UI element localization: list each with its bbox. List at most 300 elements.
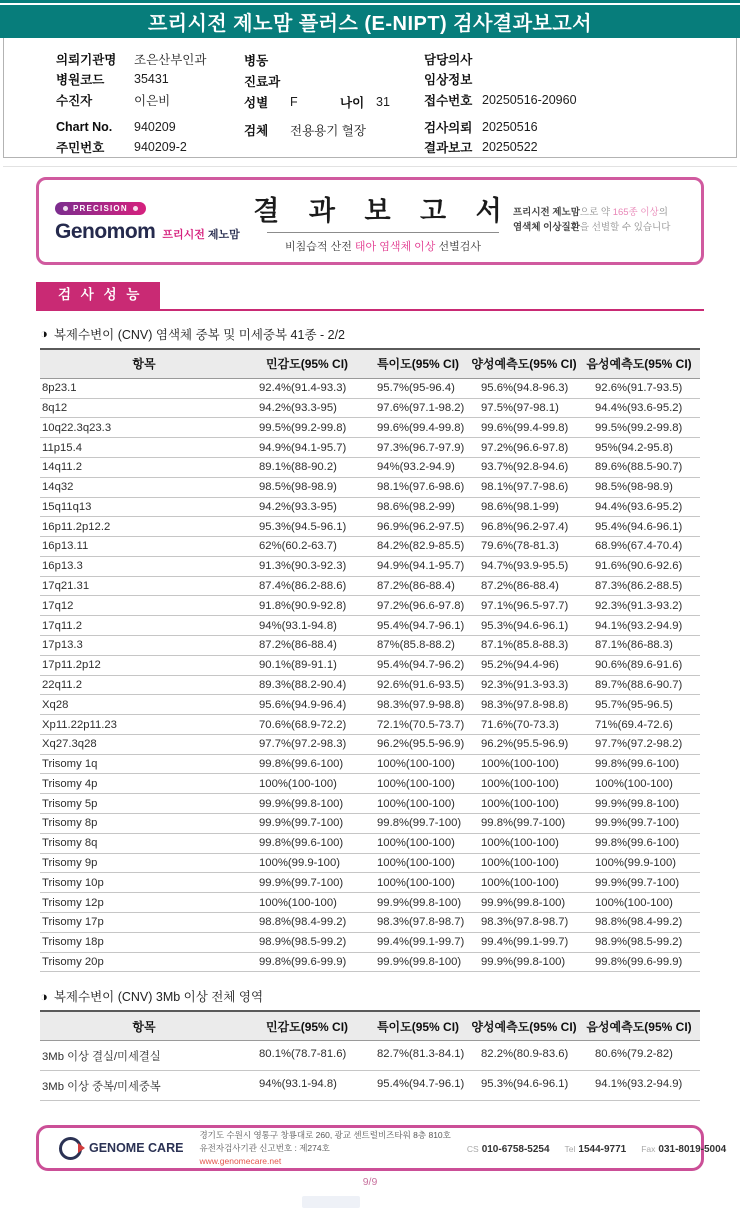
banner-promo-text: [513, 206, 685, 235]
row-value: 72.1%(70.5-73.7): [377, 718, 465, 731]
row-value: 100%(100-100): [595, 777, 673, 790]
row-item-label: 11p15.4: [42, 441, 82, 454]
row-value: 100%(100-100): [377, 758, 455, 771]
row-item-label: 16p13.11: [42, 540, 89, 553]
column-header: 음성예측도(95% CI): [586, 357, 692, 372]
row-item-label: Trisomy 12p: [42, 896, 104, 909]
tel-number: 1544-9771: [578, 1144, 627, 1156]
row-value: 100%(100-100): [481, 837, 559, 850]
row-value: 92.3%(91.3-93.2): [595, 599, 683, 612]
row-value: 92.4%(91.4-93.3): [259, 382, 347, 395]
subheading-suffix: 선별검사: [435, 240, 481, 253]
row-value: 99.9%(99.7-100): [259, 817, 344, 830]
brand-sub-pink: 프리시전: [162, 229, 205, 241]
field-value: 조은산부인과: [134, 53, 207, 68]
row-item-label: Trisomy 8p: [42, 817, 98, 830]
row-value: 70.6%(68.9-72.2): [259, 718, 347, 731]
row-value: 97.7%(97.2-98.2): [595, 738, 683, 751]
badge-label: PRECISION: [73, 204, 128, 213]
row-value: 89.3%(88.2-90.4): [259, 678, 347, 691]
patient-info-panel: [3, 38, 737, 158]
column-header: 민감도(95% CI): [265, 357, 349, 372]
row-value: 99.9%(99.7-100): [595, 876, 680, 889]
field-label: 성별: [244, 95, 269, 110]
promo-text: 으로 약: [579, 207, 613, 219]
row-value: 98.8%(98.4-99.2): [259, 916, 347, 929]
row-value: 92.6%(91.7-93.5): [595, 382, 683, 395]
row-value: 95.6%(94.8-96.3): [481, 382, 569, 395]
row-value: 100%(100-100): [481, 797, 559, 810]
subsection-cnv-41: [40, 325, 700, 343]
field-label: 의뢰기관명: [56, 53, 117, 68]
row-value: 90.6%(89.6-91.6): [595, 659, 683, 672]
row-value: 87.2%(86-88.4): [481, 580, 559, 593]
table-row: [40, 735, 700, 755]
field-sex-age: [244, 91, 424, 112]
row-value: 94.2%(93.3-95): [259, 500, 337, 513]
row-value: 98.3%(97.8-98.8): [481, 698, 569, 711]
field-label: 임상정보: [424, 73, 473, 88]
row-value: 99.9%(99.8-100): [377, 896, 462, 909]
row-value: 95.4%(94.6-96.1): [595, 520, 683, 533]
row-value: 71%(69.4-72.6): [595, 718, 673, 731]
row-value: 94.4%(93.6-95.2): [595, 402, 683, 415]
row-item-label: Trisomy 20p: [42, 955, 104, 968]
table-row: [40, 695, 700, 715]
field-label: 수진자: [56, 93, 93, 108]
row-value: 100%(100-100): [377, 797, 455, 810]
cnv-3mb-table: [40, 1010, 700, 1101]
row-value: 95.2%(94.4-96): [481, 659, 559, 672]
row-value: 94.7%(93.9-95.5): [481, 560, 569, 573]
row-value: 100%(100-100): [481, 777, 559, 790]
field-hospital-name: [56, 49, 244, 69]
field-label: 검체: [244, 123, 269, 138]
field-report-date: [424, 137, 736, 157]
row-value: 99.5%(99.2-99.8): [595, 421, 683, 434]
row-value: 94%(93.2-94.9): [377, 461, 455, 474]
row-value: 99.9%(99.8-100): [481, 955, 566, 968]
row-value: 94%(93.1-94.8): [259, 619, 337, 632]
subsection-title: 복제수변이 (CNV) 3Mb 이상 전체 영역: [53, 990, 264, 1005]
row-item-label: 8p23.1: [42, 382, 77, 395]
table-row: [40, 774, 700, 794]
promo-text: 의: [658, 207, 668, 219]
footer-panel: [36, 1125, 727, 1171]
row-value: 68.9%(67.4-70.4): [595, 540, 683, 553]
row-value: 82.2%(80.9-83.6): [481, 1047, 569, 1060]
row-value: 99.9%(99.7-100): [259, 876, 344, 889]
row-value: 100%(99.9-100): [595, 856, 677, 869]
row-item-label: 15q11q13: [42, 500, 92, 513]
field-label: 결과보고: [424, 140, 473, 155]
table-row: [40, 854, 700, 874]
badge-dot-icon: [63, 206, 68, 211]
row-value: 98.1%(97.6-98.6): [377, 481, 465, 494]
row-value: 100%(100-100): [481, 856, 559, 869]
fax-label: Fax: [641, 1144, 656, 1155]
row-value: 99.5%(99.2-99.8): [259, 421, 347, 434]
brand-sub-navy: 제노맘: [207, 229, 240, 241]
precision-badge: [55, 202, 146, 215]
row-value: 98.5%(98-98.9): [595, 481, 673, 494]
row-value: 87.2%(86-88.4): [259, 639, 337, 652]
field-clinical-info: [424, 69, 736, 89]
field-ward: [244, 49, 424, 70]
row-item-label: 14q11.2: [42, 461, 82, 474]
row-value: 98.5%(98-98.9): [259, 481, 337, 494]
column-header: 음성예측도(95% CI): [586, 1019, 692, 1034]
row-item-label: Trisomy 17p: [42, 916, 104, 929]
row-value: 99.8%(99.6-100): [595, 837, 680, 850]
row-value: 99.8%(99.6-99.9): [259, 955, 347, 968]
row-value: 95.7%(95-96.5): [595, 698, 673, 711]
row-value: 100%(100-100): [259, 777, 337, 790]
website-link[interactable]: www.genomecare.net: [199, 1155, 282, 1166]
table-row: [40, 913, 700, 933]
half-circle-icon: ◑: [40, 988, 48, 1004]
subsection-cnv-3mb: [40, 987, 700, 1005]
row-value: 89.7%(88.6-90.7): [595, 678, 683, 691]
promo-bold: 염색체 이상질환: [513, 222, 580, 233]
field-resident-no: [56, 137, 244, 157]
promo-text: 을 선별할 수 있습니다: [579, 222, 671, 233]
table-row: [40, 656, 700, 676]
result-report-banner: [36, 177, 704, 265]
table-row: [40, 834, 700, 854]
row-value: 87.1%(85.8-88.3): [481, 639, 569, 652]
row-value: 99.8%(99.7-100): [481, 817, 566, 830]
cs-contact: [467, 1139, 550, 1157]
row-item-label: 14q32: [42, 481, 74, 494]
row-value: 94.1%(93.2-94.9): [595, 619, 683, 632]
row-value: 97.7%(97.2-98.3): [259, 738, 347, 751]
table-row: [40, 438, 700, 458]
row-item-label: Trisomy 9p: [42, 856, 98, 869]
table-row: [40, 715, 700, 735]
row-value: 98.9%(98.5-99.2): [259, 936, 347, 949]
row-value: 100%(99.9-100): [259, 856, 341, 869]
field-value: 20250516: [482, 119, 538, 134]
row-item-label: 17p11.2p12: [42, 659, 101, 672]
field-label: Chart No.: [56, 119, 113, 134]
field-label: 접수번호: [424, 93, 473, 108]
row-item-label: 17q12: [42, 599, 74, 612]
row-value: 95.4%(94.7-96.1): [377, 1077, 465, 1090]
table-row: [40, 1071, 700, 1101]
row-value: 99.9%(99.8-100): [481, 896, 566, 909]
row-value: 98.3%(97.8-98.7): [481, 916, 569, 929]
row-value: 95.3%(94.5-96.1): [259, 520, 347, 533]
column-header: 민감도(95% CI): [265, 1019, 349, 1034]
row-value: 98.9%(98.5-99.2): [595, 936, 683, 949]
fax-contact: [641, 1139, 726, 1157]
row-value: 84.2%(82.9-85.5): [377, 540, 465, 553]
table-row: [40, 557, 700, 577]
row-value: 99.8%(99.6-100): [259, 837, 344, 850]
table-row: [40, 676, 700, 696]
row-value: 99.8%(99.6-100): [595, 758, 680, 771]
row-value: 99.8%(99.6-99.9): [595, 955, 683, 968]
row-item-label: Trisomy 1q: [42, 758, 98, 771]
row-value: 96.2%(95.5-96.9): [377, 738, 465, 751]
field-label: 담당의사: [424, 53, 473, 68]
column-header: 항목: [132, 357, 156, 372]
row-value: 94%(93.1-94.8): [259, 1077, 337, 1090]
genomom-logo: [55, 198, 253, 244]
tel-label: Tel: [564, 1144, 576, 1155]
row-value: 98.3%(97.9-98.8): [377, 698, 465, 711]
row-value: 95.6%(94.9-96.4): [259, 698, 347, 711]
field-value: 20250522: [482, 139, 538, 154]
row-item-label: Trisomy 8q: [42, 837, 98, 850]
row-value: 98.1%(97.7-98.6): [481, 481, 569, 494]
cs-number: 010-6758-5254: [481, 1144, 550, 1156]
section-header-rule: [36, 282, 704, 311]
row-item-label: 16p11.2p12.2: [42, 520, 111, 533]
field-hospital-code: [56, 69, 244, 89]
field-department: [244, 70, 424, 91]
field-value: 이은비: [134, 93, 171, 108]
row-item-label: Xq28: [42, 698, 69, 711]
tel-contact: [565, 1139, 627, 1157]
row-item-label: 22q11.2: [42, 678, 82, 691]
row-value: 97.2%(96.6-97.8): [377, 599, 465, 612]
row-item-label: Trisomy 10p: [42, 876, 104, 889]
row-value: 79.6%(78-81.3): [481, 540, 559, 553]
row-value: 97.6%(97.1-98.2): [377, 402, 465, 415]
row-value: 87.2%(86-88.4): [377, 580, 455, 593]
row-value: 94.9%(94.1-95.7): [259, 441, 347, 454]
row-value: 99.9%(99.8-100): [377, 955, 462, 968]
row-value: 95%(94.2-95.8): [595, 441, 673, 454]
row-value: 89.1%(88-90.2): [259, 461, 337, 474]
patient-info-col3: [424, 49, 736, 157]
row-value: 99.8%(99.6-100): [259, 758, 344, 771]
table-row: [40, 953, 700, 973]
table-row: [40, 794, 700, 814]
row-value: 99.4%(99.1-99.7): [481, 936, 569, 949]
row-value: 100%(100-100): [377, 837, 455, 850]
row-value: 87.3%(86.2-88.5): [595, 580, 683, 593]
row-value: 96.8%(96.2-97.4): [481, 520, 569, 533]
table-row: [40, 616, 700, 636]
row-value: 100%(100-100): [481, 758, 559, 771]
table-row: [40, 537, 700, 557]
subheading-highlight: 태아 염색체 이상: [354, 240, 436, 253]
column-header: 양성예측도(95% CI): [471, 357, 577, 372]
row-value: 99.9%(99.7-100): [595, 817, 680, 830]
report-title-bar: [0, 5, 740, 38]
row-value: 99.6%(99.4-99.8): [481, 421, 569, 434]
row-value: 100%(100-100): [481, 876, 559, 889]
row-value: 97.3%(96.7-97.9): [377, 441, 465, 454]
badge-dot-icon: [133, 206, 138, 211]
row-value: 96.9%(96.2-97.5): [377, 520, 465, 533]
row-item-label: 3Mb 이상 결실/미세결실: [42, 1050, 161, 1063]
row-item-label: 10q22.3q23.3: [42, 421, 112, 434]
table-row: [40, 458, 700, 478]
table-row: [40, 755, 700, 775]
row-value: 94.9%(94.1-95.7): [377, 560, 465, 573]
table-row: [40, 577, 700, 597]
divider: [3, 166, 737, 167]
row-item-label: Trisomy 18p: [42, 936, 104, 949]
row-value: 87.1%(86-88.3): [595, 639, 673, 652]
row-value: 94.4%(93.6-95.2): [595, 500, 683, 513]
row-item-label: Xq27.3q28: [42, 738, 97, 751]
table-row: [40, 933, 700, 953]
promo-bold: 프리시전 제노맘: [513, 207, 580, 219]
row-value: 99.9%(99.8-100): [595, 797, 680, 810]
row-value: 99.8%(99.7-100): [377, 817, 462, 830]
field-value: 35431: [134, 72, 169, 87]
row-value: 97.1%(96.5-97.7): [481, 599, 569, 612]
row-item-label: Trisomy 4p: [42, 777, 98, 790]
banner-center: [253, 189, 513, 254]
row-item-label: 17q11.2: [42, 619, 82, 632]
column-header: 항목: [132, 1019, 156, 1034]
field-request-date: [424, 117, 736, 137]
table-row: [40, 596, 700, 616]
table-header-row: [40, 348, 700, 379]
row-value: 100%(100-100): [259, 896, 337, 909]
heading-underline: [267, 232, 499, 233]
row-item-label: 8q12: [42, 402, 68, 415]
row-value: 80.1%(78.7-81.6): [259, 1047, 347, 1060]
row-value: 91.3%(90.3-92.3): [259, 560, 347, 573]
field-label: 나이: [340, 95, 365, 110]
table-row: [40, 399, 700, 419]
field-chart-no: [56, 117, 244, 137]
row-value: 100%(100-100): [377, 856, 455, 869]
patient-info-col2: [244, 49, 424, 157]
table-row: [40, 478, 700, 498]
row-value: 98.8%(98.4-99.2): [595, 916, 683, 929]
row-value: 90.1%(89-91.1): [259, 659, 337, 672]
page-number: 9/9: [362, 1176, 378, 1189]
field-value: 940209-2: [134, 139, 187, 154]
report-heading: 결 과 보 고 서: [253, 195, 513, 226]
brand-wordmark: Genomom: [55, 220, 156, 243]
fax-number: 031-8019-5004: [658, 1144, 727, 1156]
row-value: 71.6%(70-73.3): [481, 718, 559, 731]
row-value: 89.6%(88.5-90.7): [595, 461, 683, 474]
row-value: 80.6%(79.2-82): [595, 1047, 673, 1060]
bottom-artifact: [302, 1196, 360, 1208]
field-value: 940209: [134, 119, 176, 134]
row-value: 99.4%(99.1-99.7): [377, 936, 465, 949]
field-specimen: [244, 119, 424, 140]
table-row: [40, 498, 700, 518]
table-row: [40, 379, 700, 399]
table-row: [40, 517, 700, 537]
promo-highlight: 165종 이상: [612, 207, 659, 219]
table-row: [40, 636, 700, 656]
row-item-label: Xp11.22p11.23: [42, 718, 117, 731]
row-value: 95.4%(94.7-96.1): [377, 619, 465, 632]
field-label: 검사의뢰: [424, 120, 473, 135]
column-header: 특이도(95% CI): [376, 357, 460, 372]
column-header: 양성예측도(95% CI): [471, 1019, 577, 1034]
row-item-label: Trisomy 5p: [42, 797, 98, 810]
subsection-title: 복제수변이 (CNV) 염색체 중복 및 미세중복 41종 - 2/2: [53, 327, 346, 342]
row-value: 95.7%(95-96.4): [377, 382, 455, 395]
field-label: 주민번호: [56, 140, 105, 155]
half-circle-icon: ◑: [40, 326, 48, 342]
field-value: 20250516-20960: [482, 92, 577, 107]
row-item-label: 17q21.31: [42, 580, 90, 593]
section-title-test-performance: 검 사 성 능: [36, 282, 160, 309]
field-label: 병원코드: [56, 73, 105, 88]
footer-address-block: [199, 1129, 450, 1167]
subheading-prefix: 비침습적 산전: [285, 240, 355, 253]
field-patient-name: [56, 89, 244, 109]
row-value: 82.7%(81.3-84.1): [377, 1047, 465, 1060]
row-value: 99.9%(99.8-100): [259, 797, 344, 810]
row-value: 87%(85.8-88.2): [377, 639, 455, 652]
row-value: 91.6%(90.6-92.6): [595, 560, 683, 573]
table-row: [40, 814, 700, 834]
column-header: 특이도(95% CI): [376, 1019, 460, 1034]
row-value: 100%(100-100): [595, 896, 673, 909]
row-value: 95.3%(94.6-96.1): [481, 1077, 569, 1090]
row-value: 93.7%(92.8-94.6): [481, 461, 569, 474]
table-row: [40, 893, 700, 913]
row-value: 92.6%(91.6-93.5): [377, 678, 465, 691]
row-value: 94.1%(93.2-94.9): [595, 1077, 683, 1090]
row-item-label: 3Mb 이상 중복/미세중복: [42, 1080, 161, 1093]
row-value: 95.3%(94.6-96.1): [481, 619, 569, 632]
row-value: 100%(100-100): [377, 777, 455, 790]
field-label: 병동: [244, 53, 269, 68]
field-value: 31: [376, 94, 390, 109]
row-value: 95.4%(94.7-96.2): [377, 659, 465, 672]
footer-contacts: [467, 1139, 726, 1157]
field-value: F: [290, 94, 298, 109]
genome-care-mark-icon: [59, 1137, 82, 1160]
row-item-label: 16p13.3: [42, 560, 83, 573]
row-item-label: 17p13.3: [42, 639, 83, 652]
genome-care-wordmark: GENOME CARE: [89, 1141, 184, 1156]
page-title: 프리시전 제노맘 플러스 (E-NIPT) 검사결과보고서: [147, 13, 593, 35]
footer-address-line2: 유전자검사기관 신고번호 : 제274호: [199, 1142, 330, 1153]
cs-label: CS: [466, 1144, 479, 1155]
footer-address-line1: 경기도 수원시 영통구 창룡대로 260, 광교 센트럴비즈타워 8층 810호: [199, 1130, 451, 1141]
row-value: 97.5%(97-98.1): [481, 402, 559, 415]
row-value: 62%(60.2-63.7): [259, 540, 337, 553]
row-value: 98.3%(97.8-98.7): [377, 916, 465, 929]
row-value: 92.3%(91.3-93.3): [481, 678, 569, 691]
cnv-performance-table: [40, 348, 700, 972]
row-value: 100%(100-100): [377, 876, 455, 889]
table-row: [40, 1041, 700, 1071]
row-value: 98.6%(98.1-99): [481, 500, 559, 513]
row-value: 97.2%(96.6-97.8): [481, 441, 569, 454]
patient-info-col1: [56, 49, 244, 157]
table-row: [40, 873, 700, 893]
row-value: 96.2%(95.5-96.9): [481, 738, 569, 751]
row-value: 99.6%(99.4-99.8): [377, 421, 465, 434]
row-value: 94.2%(93.3-95): [259, 402, 337, 415]
row-value: 91.8%(90.9-92.8): [259, 599, 347, 612]
field-receipt-no: [424, 89, 736, 109]
row-value: 87.4%(86.2-88.6): [259, 580, 347, 593]
table-row: [40, 418, 700, 438]
row-value: 98.6%(98.2-99): [377, 500, 455, 513]
genome-care-logo: [59, 1137, 183, 1160]
table-header-row: [40, 1010, 700, 1041]
